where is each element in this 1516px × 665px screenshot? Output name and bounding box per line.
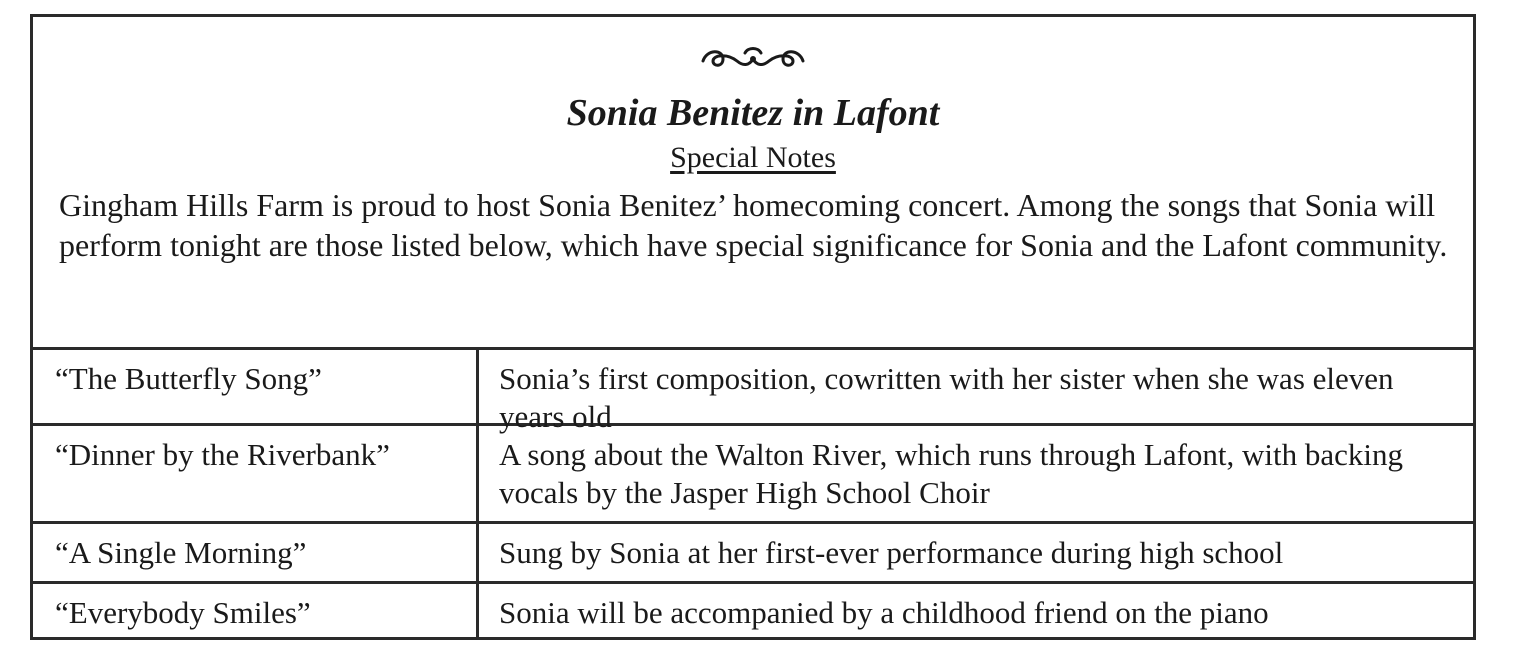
table-row — [33, 584, 1473, 640]
concert-notice — [30, 14, 1476, 640]
song-title: “Everybody Smiles” — [55, 595, 311, 630]
song-note: A song about the Walton River, which runs through Lafont, with backing vocals by the Jasper High School Choir — [499, 437, 1404, 510]
table-row — [33, 524, 1473, 584]
song-note: Sung by Sonia at her first-ever performance during high school — [499, 535, 1284, 570]
column-divider — [476, 350, 479, 640]
table-row — [33, 350, 1473, 434]
song-title: “The Butterfly Song” — [55, 361, 322, 396]
table-row — [33, 426, 1473, 524]
notice-intro: Gingham Hills Farm is proud to host Sonia Benitez’ homecoming concert. Among the songs that Sonia will perform tonight are those listed below, which have special significance for Sonia and the Lafont community. — [59, 187, 1448, 263]
song-title: “A Single Morning” — [55, 535, 307, 570]
song-note: Sonia’s first composition, cowritten with her sister when she was eleven years old — [499, 361, 1394, 434]
notice-title: Sonia Benitez in Lafont — [566, 92, 940, 134]
song-note: Sonia will be accompanied by a childhood friend on the piano — [499, 595, 1269, 630]
song-title: “Dinner by the Riverbank” — [55, 437, 390, 472]
flourish-icon — [693, 39, 813, 75]
notice-subtitle: Special Notes — [670, 141, 836, 174]
notice-header — [33, 17, 1473, 350]
